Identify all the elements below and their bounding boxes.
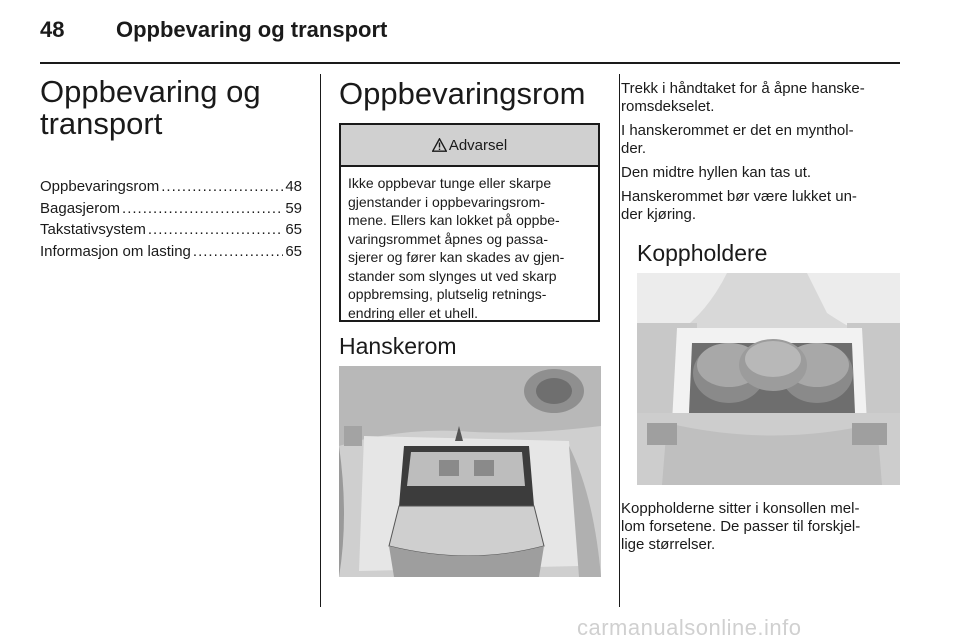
section-title: Oppbevaringsrom xyxy=(339,76,586,111)
text-line: romsdekselet. xyxy=(621,98,715,115)
warning-box xyxy=(339,123,600,322)
toc-page-number: 59 xyxy=(285,199,302,217)
text-line: der. xyxy=(621,140,647,157)
paragraph xyxy=(621,164,906,182)
text-line: Den midtre hyllen kan tas ut. xyxy=(621,164,812,181)
watermark: carmanualsonline.info xyxy=(577,615,802,640)
chapter-title-line: Oppbevaring og xyxy=(40,74,261,109)
text-line: lige størrelser. xyxy=(621,536,716,553)
paragraph xyxy=(621,188,906,224)
glovebox-title: Hanskerom xyxy=(339,333,457,359)
warning-line: varingsrommet åpnes og passa- xyxy=(348,230,548,247)
text-line: Hanskerommet bør være lukket un- xyxy=(621,188,857,205)
toc-page-number: 48 xyxy=(285,178,302,195)
warning-text xyxy=(341,167,598,322)
warning-line: sjerer og fører kan skades av gjen- xyxy=(348,249,565,265)
cupholder-description xyxy=(621,500,906,560)
column-divider-left xyxy=(320,74,321,607)
toc-entry-bagasjerom[interactable] xyxy=(40,200,302,222)
toc-leader-dots xyxy=(161,178,283,195)
warning-line: endring eller et uhell. xyxy=(348,304,478,321)
warning-triangle-icon xyxy=(432,138,447,152)
page-header xyxy=(40,17,900,61)
toc-leader-dots xyxy=(122,200,283,217)
warning-header xyxy=(341,125,598,167)
text-line: Trekk i håndtaket for å åpne hanske- xyxy=(621,80,865,97)
toc-label: Informasjon om lasting xyxy=(40,242,191,260)
warning-line: Ikke oppbevar tunge eller skarpe xyxy=(348,175,552,191)
glovebox-instructions xyxy=(621,80,906,230)
table-of-contents xyxy=(40,178,302,264)
warning-line: oppbremsing, plutselig retnings- xyxy=(348,286,547,302)
running-title: Oppbevaring og transport xyxy=(116,17,388,42)
toc-label: Takstativsystem xyxy=(40,221,146,238)
toc-label: Bagasjerom xyxy=(40,199,121,217)
page-number: 48 xyxy=(40,17,65,42)
text-line: lom forsetene. De passer til forskjel- xyxy=(621,518,861,535)
text-line: der kjøring. xyxy=(621,206,697,223)
toc-page-number: 65 xyxy=(285,242,302,260)
toc-label: Oppbevaringsrom xyxy=(40,178,160,195)
glovebox-photo xyxy=(339,366,601,577)
paragraph xyxy=(621,500,906,554)
toc-page-number: 65 xyxy=(285,221,302,238)
toc-entry-takstativsystem[interactable] xyxy=(40,221,302,243)
warning-line: mene. Ellers kan lokket på oppbe- xyxy=(348,212,560,228)
toc-entry-informasjon-om-lasting[interactable] xyxy=(40,243,302,265)
paragraph xyxy=(621,122,906,158)
header-rule xyxy=(40,62,900,64)
cupholder-title: Koppholdere xyxy=(637,240,768,266)
warning-line: stander som slynges ut ved skarp xyxy=(348,267,557,284)
chapter-title-line: transport xyxy=(40,106,163,141)
warning-line: gjenstander i oppbevaringsrom- xyxy=(348,193,545,210)
toc-entry-oppbevaringsrom[interactable] xyxy=(40,178,302,200)
text-line: Koppholderne sitter i konsollen mel- xyxy=(621,500,860,517)
toc-leader-dots xyxy=(193,243,283,260)
warning-heading: Advarsel xyxy=(448,136,508,154)
text-line: I hanskerommet er det en mynthol- xyxy=(621,122,854,139)
paragraph xyxy=(621,80,906,116)
toc-leader-dots xyxy=(148,221,283,238)
column-divider-right xyxy=(619,74,620,607)
cupholder-photo xyxy=(637,273,900,485)
chapter-title xyxy=(40,76,310,140)
